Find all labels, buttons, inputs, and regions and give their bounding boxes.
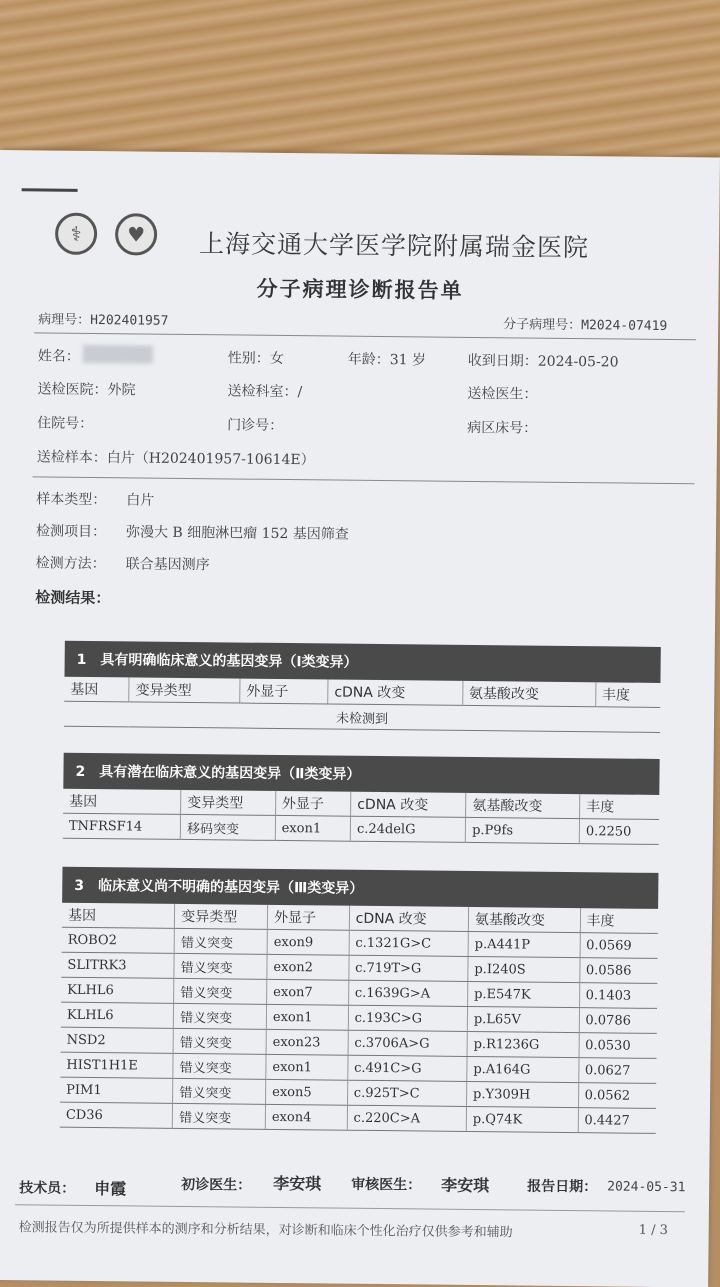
gene-cell: TNFRSF14 xyxy=(63,813,181,839)
molecular-pathology-number: 分子病理号：M2024-07419 xyxy=(503,317,668,334)
technician-signature: 申霞 xyxy=(94,1179,127,1199)
col-amino-acid: 氨基酸改变 xyxy=(462,681,595,707)
amino-acid-cell: p.E547K xyxy=(468,981,580,1007)
exon-cell: exon1 xyxy=(266,1054,348,1080)
exon-cell: exon9 xyxy=(267,929,349,955)
abundance-cell: 0.0586 xyxy=(579,958,657,984)
test-method-label: 检测方法： xyxy=(35,555,106,573)
referring-department: 送检科室：/ xyxy=(227,383,303,401)
exon-cell: exon7 xyxy=(267,979,349,1005)
cdna-cell: c.220C>A xyxy=(347,1105,467,1131)
cdna-cell: c.1321G>C xyxy=(349,930,469,956)
cdna-cell: c.1639G>A xyxy=(348,980,468,1006)
received-date: 收到日期：2024-05-20 xyxy=(467,352,619,371)
report-date: 2024-05-31 xyxy=(607,1179,686,1196)
col-abundance: 丰度 xyxy=(579,794,659,819)
abundance-cell: 0.0530 xyxy=(579,1033,657,1059)
amino-acid-cell: p.A441P xyxy=(468,931,580,957)
cdna-cell: c.3706A>G xyxy=(348,1030,468,1056)
table-row xyxy=(63,813,659,844)
variant-type-cell: 移码突变 xyxy=(180,814,275,840)
footer-disclaimer: 检测报告仅为所提供样本的测序和分析结果，对诊断和临床个性化治疗仅供参考和辅助 xyxy=(18,1220,513,1241)
gene-cell: NSD2 xyxy=(61,1027,174,1053)
col-abundance: 丰度 xyxy=(595,682,660,707)
gene-cell: ROBO2 xyxy=(62,927,175,953)
variant-type-cell: 错义突变 xyxy=(174,978,267,1004)
table-row xyxy=(60,1102,656,1133)
abundance-cell: 0.0627 xyxy=(578,1058,656,1084)
patient-age: 年龄：31 岁 xyxy=(347,351,427,369)
footer-divider xyxy=(15,1204,685,1212)
exon-cell: exon23 xyxy=(266,1029,348,1055)
amino-acid-cell: p.Y309H xyxy=(466,1081,578,1107)
exon-cell: exon4 xyxy=(265,1104,347,1130)
variant-type-cell: 错义突变 xyxy=(174,953,267,979)
amino-acid-cell: p.L65V xyxy=(467,1006,579,1032)
cdna-cell: c.193C>G xyxy=(348,1005,468,1031)
cdna-cell: c.491C>G xyxy=(347,1055,467,1081)
table-row xyxy=(64,701,660,732)
col-amino-acid: 氨基酸改变 xyxy=(468,907,580,933)
cdna-cell: c.24delG xyxy=(350,816,465,842)
inpatient-number: 住院号： xyxy=(37,415,94,432)
section-class-1 xyxy=(64,641,661,733)
abundance-cell: 0.0569 xyxy=(580,933,658,959)
section-class-2 xyxy=(63,753,660,845)
section-class-3 xyxy=(60,867,659,1134)
submitted-sample: 送检样本：白片（H202401957-10614E） xyxy=(36,449,315,469)
section-3-title: 3 临床意义尚不明确的基因变异（Ⅲ类变异） xyxy=(62,867,658,909)
not-detected-cell: 未检测到 xyxy=(64,701,660,732)
col-gene: 基因 xyxy=(63,789,181,815)
col-gene: 基因 xyxy=(62,903,175,929)
exon-cell: exon2 xyxy=(267,954,349,980)
gene-cell: KLHL6 xyxy=(61,977,174,1003)
hospital-name: 上海交通大学医学院附属瑞金医院 xyxy=(198,229,590,263)
pathology-number: 病理号：H202401957 xyxy=(38,312,169,329)
sample-type-label: 样本类型： xyxy=(36,491,107,509)
header-dash-line xyxy=(22,188,78,192)
referring-doctor: 送检医生： xyxy=(467,385,538,403)
gene-cell: PIM1 xyxy=(60,1077,173,1103)
amino-acid-cell: p.Q74K xyxy=(466,1106,578,1132)
variant-type-cell: 错义突变 xyxy=(174,1003,267,1029)
amino-acid-cell: p.A164G xyxy=(467,1056,579,1082)
amino-acid-cell: p.R1236G xyxy=(467,1031,579,1057)
col-cdna: cDNA 改变 xyxy=(328,679,463,705)
exon-cell: exon5 xyxy=(266,1079,348,1105)
cdna-cell: c.925T>C xyxy=(347,1080,467,1106)
results-heading: 检测结果： xyxy=(35,588,111,608)
patient-name-label: 姓名： xyxy=(37,348,80,365)
outpatient-number: 门诊号： xyxy=(227,417,284,434)
wood-table-background xyxy=(0,0,720,175)
page-number: 1 / 3 xyxy=(638,1222,668,1239)
divider xyxy=(34,332,696,340)
exon-cell: exon1 xyxy=(266,1004,348,1030)
review-doctor-signature: 李安琪 xyxy=(441,1175,490,1196)
variant-type-cell: 错义突变 xyxy=(173,1053,266,1079)
review-doctor-label: 审核医生： xyxy=(351,1176,422,1194)
amino-acid-cell: p.I240S xyxy=(468,956,580,982)
col-cdna: cDNA 改变 xyxy=(351,792,466,818)
col-exon: 外显子 xyxy=(275,791,351,816)
col-exon: 外显子 xyxy=(267,905,349,930)
first-doctor-signature: 李安琪 xyxy=(273,1173,322,1194)
ward-bed-number: 病区床号： xyxy=(467,419,538,437)
abundance-cell: 0.0786 xyxy=(579,1008,657,1034)
class-1-table xyxy=(64,677,660,733)
first-doctor-label: 初诊医生： xyxy=(181,1176,252,1194)
amino-acid-cell: p.P9fs xyxy=(465,817,579,843)
col-amino-acid: 氨基酸改变 xyxy=(466,793,580,819)
variant-type-cell: 错义突变 xyxy=(173,1078,266,1104)
report-paper xyxy=(0,150,720,1287)
test-item-label: 检测项目： xyxy=(35,523,107,541)
col-cdna: cDNA 改变 xyxy=(349,906,469,932)
class-3-table xyxy=(60,903,658,1134)
referring-hospital: 送检医院：外院 xyxy=(37,381,136,399)
section-2-title: 2 具有潜在临床意义的基因变异（Ⅱ类变异） xyxy=(63,753,659,795)
variant-type-cell: 错义突变 xyxy=(174,928,267,954)
variant-type-cell: 错义突变 xyxy=(173,1103,266,1129)
patient-name-redacted xyxy=(83,345,153,364)
col-exon: 外显子 xyxy=(240,679,328,704)
col-variant-type: 变异类型 xyxy=(181,790,276,815)
report-title: 分子病理诊断报告单 xyxy=(256,276,464,303)
abundance-cell: 0.4427 xyxy=(578,1108,656,1134)
col-variant-type: 变异类型 xyxy=(129,677,240,703)
test-item-value: 弥漫大 B 细胞淋巴瘤 152 基因筛查 xyxy=(125,524,349,543)
col-gene: 基因 xyxy=(64,677,129,702)
abundance-cell: 0.2250 xyxy=(579,819,659,845)
report-date-label: 报告日期： xyxy=(527,1178,598,1196)
section-1-title: 1 具有明确临床意义的基因变异（Ⅰ类变异） xyxy=(64,641,660,683)
hospital-logo-icon: ♥ xyxy=(115,213,157,255)
technician-label: 技术员： xyxy=(19,1180,76,1197)
variant-type-cell: 错义突变 xyxy=(173,1028,266,1054)
divider xyxy=(33,476,695,484)
sample-type-value: 白片 xyxy=(126,492,155,509)
exon-cell: exon1 xyxy=(275,815,351,841)
test-method-value: 联合基因测序 xyxy=(125,556,210,574)
gene-cell: KLHL6 xyxy=(61,1002,174,1028)
col-abundance: 丰度 xyxy=(580,908,658,933)
abundance-cell: 0.0562 xyxy=(578,1083,656,1109)
class-2-table xyxy=(63,789,659,845)
gene-cell: HIST1H1E xyxy=(60,1052,173,1078)
abundance-cell: 0.1403 xyxy=(579,983,657,1009)
university-logo-icon: ⚕ xyxy=(55,213,97,255)
cdna-cell: c.719T>G xyxy=(349,955,469,981)
gene-cell: CD36 xyxy=(60,1102,173,1128)
col-variant-type: 变异类型 xyxy=(175,904,268,929)
patient-gender: 性别：女 xyxy=(227,350,284,367)
gene-cell: SLITRK3 xyxy=(61,952,174,978)
